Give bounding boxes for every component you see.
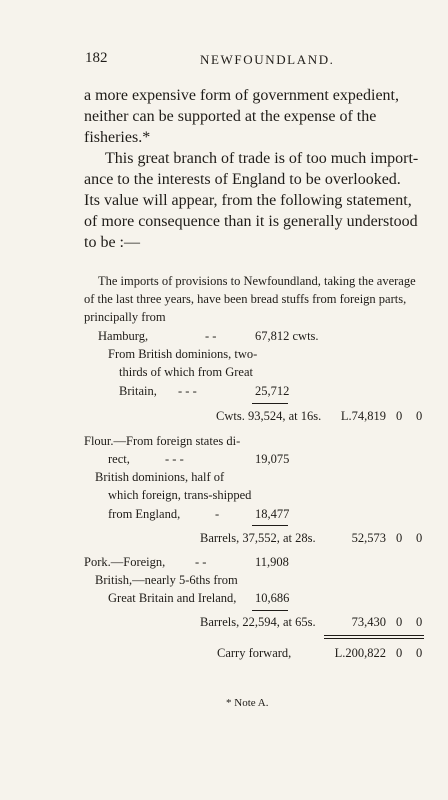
carry-forward-label: Carry forward,	[217, 646, 292, 660]
footnote: * Note A.	[226, 697, 269, 709]
pork-total-text: Barrels, 22,594, at 65s.	[200, 615, 316, 629]
pork-line-3: Great Britain and Ireland,	[108, 591, 237, 605]
pork-sum-rule	[252, 610, 288, 611]
pork-total-shillings: 0	[396, 615, 403, 629]
bread-total-text: Cwts. 93,524, at 16s.	[216, 409, 322, 423]
flour-qty-1: 19,075	[255, 452, 290, 466]
bread-hamburg-label: Hamburg,	[98, 329, 149, 343]
bread-british-line-3: Britain,	[119, 384, 157, 398]
running-head: NEWFOUNDLAND.	[200, 52, 335, 67]
flour-line-1: Flour.—From foreign states di-	[84, 434, 241, 448]
bread-total-pence: 0	[416, 409, 423, 423]
body-line-8: to be :—	[84, 234, 140, 251]
flour-qty-2: 18,477	[255, 507, 290, 521]
bread-sum-rule	[252, 403, 288, 404]
carry-rule-top	[324, 635, 424, 636]
body-line-3: fisheries.*	[84, 129, 151, 146]
carry-forward-shillings: 0	[396, 646, 403, 660]
flour-sum-rule	[252, 525, 288, 526]
flour-line-2: rect,	[108, 452, 130, 466]
body-line-4: This great branch of trade is of too much import-	[105, 150, 419, 167]
flour-total-pence: 0	[416, 531, 423, 545]
body-line-5: ance to the interests of England to be overlooked.	[84, 171, 401, 188]
pork-total-amount: 73,430	[351, 615, 386, 629]
body-line-1: a more expensive form of government expedient,	[84, 87, 399, 104]
body-line-7: of more consequence than it is generally understood	[84, 213, 418, 230]
body-line-2: neither can be supported at the expense of the	[84, 108, 377, 125]
carry-forward-amount: L.200,822	[334, 646, 386, 660]
bread-british-qty: 25,712	[255, 384, 290, 398]
flour-total-shillings: 0	[396, 531, 403, 545]
pork-qty-2: 10,686	[255, 591, 290, 605]
flour-total-amount: 52,573	[351, 531, 386, 545]
flour-line-3: British dominions, half of	[95, 470, 225, 484]
body-line-6: Its value will appear, from the following statement,	[84, 192, 412, 209]
page-number: 182	[85, 50, 108, 66]
carry-rule-bottom	[324, 638, 424, 639]
bread-hamburg-qty: 67,812 cwts.	[255, 329, 319, 343]
pork-qty-1: 11,908	[255, 555, 289, 569]
intro-line-2: of the last three years, have been bread stuffs from foreign parts,	[84, 292, 407, 306]
bread-british-dashes: - - -	[178, 384, 197, 398]
pork-line-1-dashes: - -	[195, 555, 207, 569]
flour-line-4: which foreign, trans-shipped	[108, 488, 252, 502]
bread-british-line-1: From British dominions, two-	[108, 347, 258, 361]
pork-total-pence: 0	[416, 615, 423, 629]
bread-total-amount: L.74,819	[340, 409, 386, 423]
flour-line-2-dashes: - - -	[165, 452, 184, 466]
bread-british-line-2: thirds of which from Great	[119, 365, 253, 379]
bread-total-shillings: 0	[396, 409, 403, 423]
pork-line-1: Pork.—Foreign,	[84, 555, 166, 569]
carry-forward-pence: 0	[416, 646, 423, 660]
intro-line-1: The imports of provisions to Newfoundland, taking the average	[98, 274, 416, 288]
bread-hamburg-dashes: - -	[205, 329, 217, 343]
flour-line-5: from England,	[108, 507, 181, 521]
flour-line-5-dashes: -	[215, 507, 220, 521]
intro-line-3: principally from	[84, 310, 166, 324]
flour-total-text: Barrels, 37,552, at 28s.	[200, 531, 316, 545]
pork-line-2: British,—nearly 5-6ths from	[95, 573, 238, 587]
